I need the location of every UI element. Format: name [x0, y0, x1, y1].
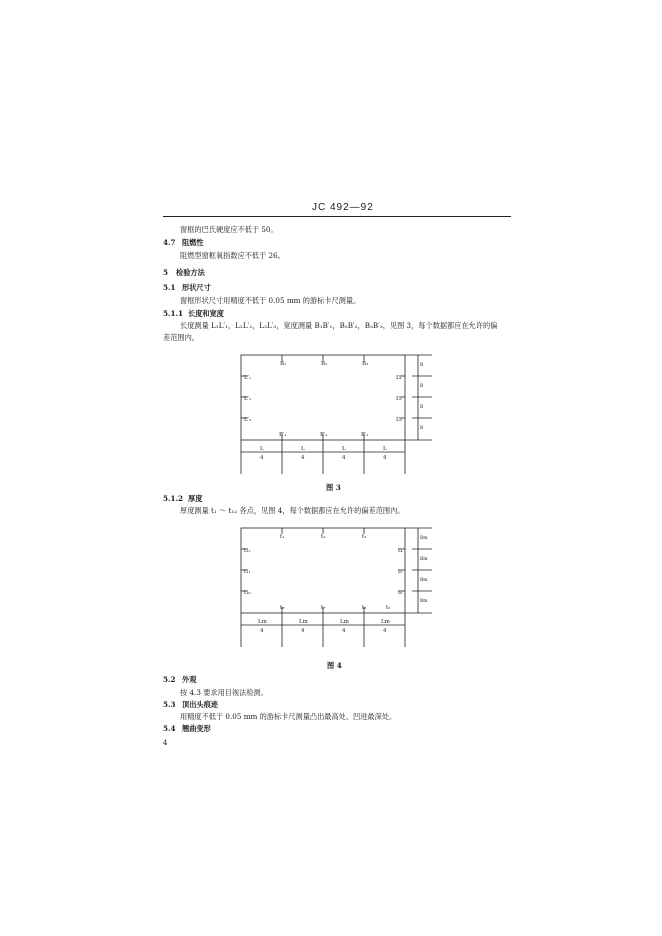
fig4-label-t8: t₈: [280, 605, 285, 611]
fig3-quarter-l-1: L: [260, 446, 264, 452]
section-5-1-title: 形状尺寸: [182, 283, 211, 292]
section-5-1-1-title: 长度和宽度: [188, 309, 224, 318]
fig3-side-b-3: B: [420, 405, 424, 410]
figure-3-caption: 图 3: [326, 483, 341, 492]
fig4-label-right-t5: t₅: [398, 569, 403, 575]
section-5-1-2-number: 5.1.2: [163, 494, 184, 503]
section-5-1-number: 5.1: [163, 283, 176, 292]
fig3-label-b1-prime: B′₁: [279, 432, 287, 438]
fig4-quarter-den-3: 4: [342, 628, 346, 634]
paragraph-appearance: 按 4.3 要求用目视法检测。: [180, 688, 268, 697]
fig4-quarter-den-4: 4: [383, 628, 387, 634]
fig4-side-bm-2: Bm: [420, 557, 428, 562]
fig4-quarter-lm-2: Lm: [299, 619, 308, 625]
page-number: 4: [163, 739, 168, 747]
fig4-quarter-lm-4: Lm: [381, 619, 390, 625]
fig4-label-right-t6: t₆: [398, 590, 403, 596]
fig4-label-t3: t₃: [362, 534, 367, 540]
fig4-side-bm-4: Bm: [420, 599, 428, 604]
fig3-side-b-2: B: [420, 384, 424, 389]
fig3-label-b2-prime: B′₂: [320, 432, 328, 438]
fig3-label-b1: B₁: [280, 361, 287, 367]
section-5-2-number: 5.2: [163, 675, 176, 684]
section-5-1-1-number: 5.1.1: [163, 309, 184, 318]
fig4-label-right-t4: t₄: [398, 548, 403, 554]
section-4-7-number: 4.7: [163, 238, 176, 247]
fig3-label-l2-prime: L′₂: [244, 396, 252, 402]
paragraph-thickness: 厚度测量 t₁ ～ t₁₂ 各点，见图 4，每个数据都应在允许的偏差范围内。: [180, 506, 405, 515]
fig3-label-l1-prime: L′₁: [244, 375, 252, 381]
fig3-quarter-l-3: L: [342, 446, 346, 452]
fig4-side-bm-3: Bm: [420, 578, 428, 583]
figure-4-caption: 图 4: [327, 661, 342, 670]
fig4-label-t1: t₁: [280, 534, 285, 540]
section-5-number: 5: [163, 268, 169, 277]
fig3-label-l2: L₂: [396, 396, 402, 402]
header-rule: [163, 216, 511, 217]
paragraph-hardness: 窗框的巴氏硬度应不低于 50。: [180, 225, 278, 234]
section-5-3-title: 顶出头痕迹: [182, 700, 218, 709]
section-5-3-number: 5.3: [163, 700, 176, 709]
fig4-frame-rect: [241, 528, 405, 613]
fig3-quarter-den-3: 4: [342, 455, 346, 461]
section-4-7-title: 阻燃性: [182, 238, 204, 247]
figure-3-diagram: [236, 352, 436, 480]
fig3-label-l3: L₃: [396, 417, 402, 423]
fig3-frame-rect: [241, 355, 405, 440]
fig3-label-b3: B₃: [362, 361, 369, 367]
fig4-quarter-lm-3: Lm: [340, 619, 349, 625]
fig3-label-b2: B₂: [321, 361, 328, 367]
fig4-quarter-den-1: 4: [260, 628, 264, 634]
fig3-quarter-den-1: 4: [260, 455, 264, 461]
fig3-quarter-l-4: L: [383, 446, 387, 452]
paragraph-flame-retardancy: 阻燃型窗框氧指数应不低于 26。: [180, 251, 285, 260]
fig4-label-t6: t₆: [362, 605, 367, 611]
figure-4-diagram: [236, 525, 436, 653]
fig3-label-l1: L₁: [396, 375, 402, 381]
paragraph-length-width-2: 差范围内。: [163, 333, 199, 342]
fig3-label-l3-prime: L′₃: [244, 417, 252, 423]
paragraph-length-width-1: 长度测量 L₁L′₁，L₂L′₂，L₃L′₃，宽度测量 B₁B′₁，B₂B′₂，B₃B′₃，见图 3，每个数据都应在允许的偏: [180, 321, 498, 330]
section-5-2-title: 外观: [182, 675, 197, 684]
fig3-quarter-den-2: 4: [301, 455, 305, 461]
fig3-quarter-l-2: L: [301, 446, 305, 452]
fig4-label-t5: t₅: [386, 605, 391, 611]
section-5-title: 检验方法: [176, 268, 205, 277]
fig4-label-t10: t₁₀: [244, 590, 251, 596]
section-5-1-2-title: 厚度: [188, 494, 203, 503]
fig4-side-bm-1: Bm: [420, 536, 428, 541]
paragraph-ejector-marks: 用精度不低于 0.05 mm 的游标卡尺测量凸出最高处、凹进最深处。: [180, 712, 397, 721]
section-5-4-number: 5.4: [163, 724, 176, 733]
fig4-label-t7: t₇: [321, 605, 326, 611]
fig4-label-t2: t₂: [321, 534, 326, 540]
fig3-label-b3-prime: B′₃: [361, 432, 369, 438]
paragraph-shape-size: 窗框形状尺寸用精度不低于 0.05 mm 的游标卡尺测量。: [180, 296, 361, 305]
fig4-quarter-den-2: 4: [301, 628, 305, 634]
fig3-quarter-den-4: 4: [383, 455, 387, 461]
section-5-4-title: 翘曲变形: [182, 724, 211, 733]
fig3-side-b-1: B: [420, 363, 424, 368]
fig4-label-t11: t₁₁: [244, 569, 251, 575]
fig4-quarter-lm-1: Lm: [258, 619, 267, 625]
fig3-side-b-4: B: [420, 426, 424, 431]
fig4-label-t12: t₁₂: [244, 548, 251, 554]
standard-number-header: JC 492—92: [312, 202, 374, 213]
